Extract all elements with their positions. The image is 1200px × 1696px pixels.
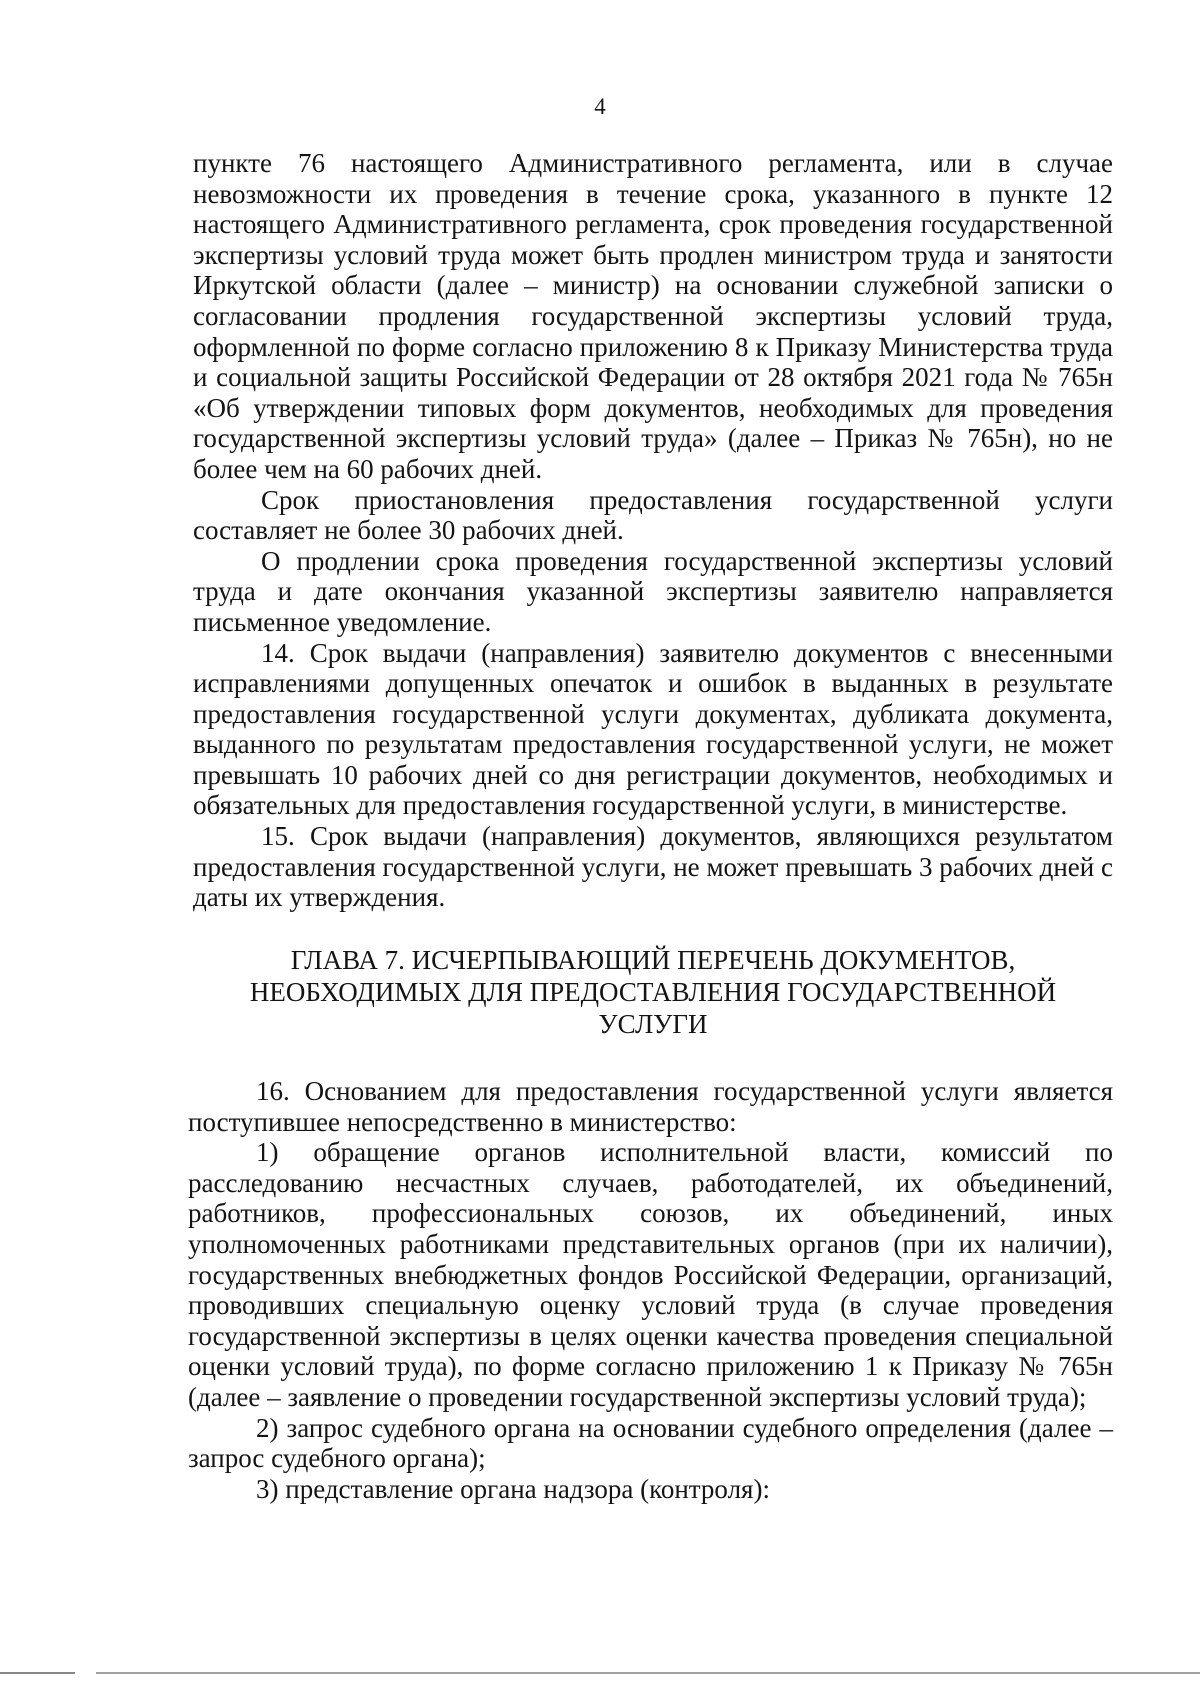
paragraph-subitem-3: 3) представление органа надзора (контроля): bbox=[256, 1473, 770, 1504]
text-block-top bbox=[193, 148, 1113, 913]
chapter-heading-line-1: ГЛАВА 7. ИСЧЕРПЫВАЮЩИЙ ПЕРЕЧЕНЬ ДОКУМЕНТОВ, bbox=[290, 945, 1016, 975]
text-block-bottom bbox=[188, 1076, 1113, 1504]
scan-bottom-edge-line bbox=[0, 1672, 1200, 1674]
paragraph-item-14: 14. Срок выдачи (направления) заявителю документов с внесенными исправлениями допущенных опечаток и ошибок в выданных в результате предоставления государственной услуги документах, дубликата документа, выданного по результатам предоставления государственной услуги, не может превышать 10 рабочих дней со дня регистрации документов, необходимых и обязательных для предоставления государственной услуги, в министерстве. bbox=[193, 637, 1113, 821]
paragraph-item-16: 16. Основанием для предоставления государственной услуги является поступившее непосредственно в министерство: bbox=[188, 1076, 1113, 1137]
paragraph-subitem-2: 2) запрос судебного органа на основании судебного определения (далее – запрос судебного органа); bbox=[188, 1412, 1113, 1474]
chapter-heading-line-3: УСЛУГИ bbox=[598, 1009, 708, 1039]
paragraph-extension-notice: О продлении срока проведения государственной экспертизы условий труда и дате окончания указанной экспертизы заявителю направляется письменное уведомление. bbox=[193, 545, 1113, 637]
paragraph-suspension-term: Срок приостановления предоставления государственной услуги составляет не более 30 рабочих дней. bbox=[193, 484, 1113, 546]
paragraph-subitem-1: 1) обращение органов исполнительной власти, комиссий по расследованию несчастных случаев, работодателей, их объединений, работников, профессиональных союзов, их объединений, иных уполномоченных работниками представительных органов (при их наличии), государственных внебюджетных фондов Российской Федерации, организаций, проводивших специальную оценку условий труда (в случае проведения государственной экспертизы в целях оценки качества проведения специальной оценки условий труда), по форме согласно приложению 1 к Приказу № 765н (далее – заявление о проведении государственной экспертизы условий труда); bbox=[188, 1137, 1113, 1412]
chapter-heading-line-2: НЕОБХОДИМЫХ ДЛЯ ПРЕДОСТАВЛЕНИЯ ГОСУДАРСТВЕННОЙ bbox=[249, 977, 1057, 1007]
paragraph-item-15: 15. Срок выдачи (направления) документов, являющихся результатом предоставления государственной услуги, не может превышать 3 рабочих дней с даты их утверждения. bbox=[193, 821, 1113, 913]
chapter-heading bbox=[193, 944, 1113, 1040]
paragraph-continuation: пункте 76 настоящего Административного регламента, или в случае невозможности их проведения в течение срока, указанного в пункте 12 настоящего Административного регламента, срок проведения государственной экспертизы условий труда может быть продлен министром труда и занятости Иркутской области (далее – министр) на основании служебной записки о согласовании продления государственной экспертизы условий труда, оформленной по форме согласно приложению 8 к Приказу Министерства труда и социальной защиты Российской Федерации от 28 октября 2021 года № 765н «Об утверждении типовых форм документов, необходимых для проведения государственной экспертизы условий труда» (далее – Приказ № 765н), но не более чем на 60 рабочих дней. bbox=[193, 148, 1113, 484]
page-number: 4 bbox=[594, 94, 606, 119]
